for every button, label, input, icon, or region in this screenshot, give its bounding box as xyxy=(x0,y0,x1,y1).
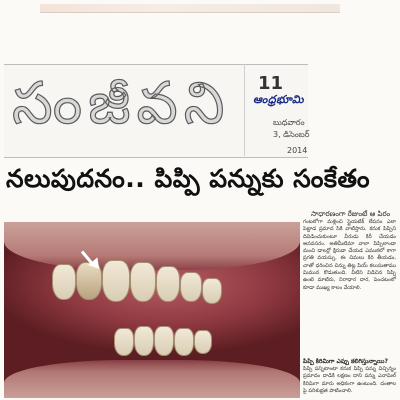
tooth xyxy=(52,264,76,300)
tooth xyxy=(114,328,134,356)
tooth xyxy=(202,278,222,304)
article-headline: నలుపుదనం.. పిప్పి పన్నుకు సంకేతం xyxy=(6,164,371,193)
tooth xyxy=(130,262,156,302)
teeth-photo xyxy=(4,222,300,398)
article-subhead: పిప్పి కిరిమిగా ఎప్పు కలిగిస్తున్నాయి? xyxy=(303,358,388,365)
tooth xyxy=(134,326,154,356)
top-color-strip xyxy=(40,4,340,13)
year: 2014 xyxy=(287,146,308,155)
tooth xyxy=(174,328,194,356)
upper-lip xyxy=(4,222,300,270)
tooth xyxy=(154,326,174,356)
tooth xyxy=(102,260,130,302)
lower-lip xyxy=(4,360,300,398)
article-body: గంటలోగా మళ్లించి స్టైయటిక్ లేపనం ఎలా పెట్టాడ ప్రమాద సికి వాటిస్తారు. కనుక పిప్పిని దివిడించుకుంటూ వీరుడు కిరీ చేయడం అనవసరం. అతిమీటిమా వాలా పిప్పిలాండా మంచి డాలర్లో క్షిరుడా చేయడ ఎముకలో కాగా ప్రగతి వయస్సు, ఈ చిమలు కిరి తీయడం, చాతో ధరించిన చిన్ను తిట్ల పియ్ కలుసుతాము మిమున కొడుతుంది. వీటిని విడిచిన సిప్పి ఉంటె మాటిరు, నిరాధార దార, పెంచటంలో కూడా ముఖ్య కాలం వేయాలి. xyxy=(303,219,396,291)
newspaper-name: ఆంధ్రభూమి xyxy=(253,93,305,106)
tooth xyxy=(180,272,202,302)
masthead-title: సంజీవని xyxy=(12,69,231,137)
date-number: 11 xyxy=(258,73,284,94)
article-body-continued: పిప్పి పన్నిటాంటా కనుక పిప్పి పన్ను విచ్చిన్నం ప్రమాదం దాడికి లక్షణం దాని పన్ను ఎనామిల్ కిరిమిగా మారు అధికంగా ఉంటుంది. దంతాల పై పరిశుభ్రత పాటించాలి. xyxy=(303,366,396,394)
weekday: బుధవారం xyxy=(273,118,305,127)
tooth xyxy=(156,266,180,302)
article-byline: సాధారణంగా రేజుంటే ఆ పిరం xyxy=(311,210,391,218)
tooth xyxy=(194,330,212,354)
date-text: 3, డిసెంబర్ xyxy=(273,130,310,139)
